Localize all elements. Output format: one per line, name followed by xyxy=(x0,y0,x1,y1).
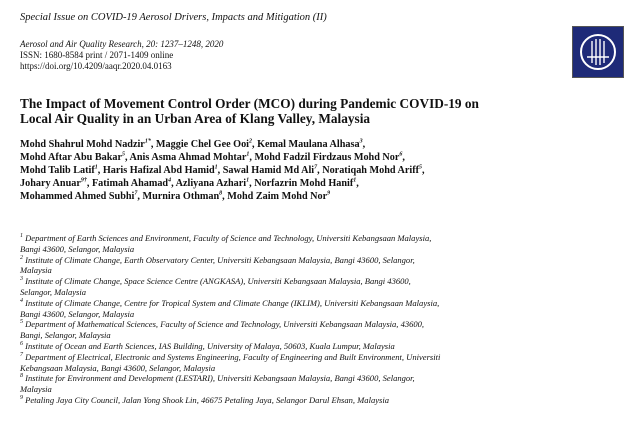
affiliation-line xyxy=(20,309,640,320)
special-issue-line: Special Issue on COVID-19 Aerosol Drivers, Impacts and Mitigation (II) xyxy=(20,12,327,23)
affiliation-text: Bangi, Selangor, Malaysia xyxy=(20,330,111,341)
affiliation-text: Malaysia xyxy=(20,384,52,395)
author-name: Murnira Othman xyxy=(142,191,220,202)
author-affiliation-mark: 1 xyxy=(246,151,250,158)
affiliation-line xyxy=(20,287,640,298)
author-name: Johary Anuar xyxy=(20,178,81,189)
author-affiliation-mark: 1 xyxy=(214,164,218,171)
publication-meta xyxy=(20,39,540,72)
issn-line: ISSN: 1680-8584 print / 2071-1409 online xyxy=(20,50,174,60)
author-list xyxy=(20,138,632,203)
affiliation-number: 5 xyxy=(20,319,23,326)
author-name: Noratiqah Mohd Ariff xyxy=(322,165,420,176)
affiliation-number: 7 xyxy=(20,351,23,358)
affiliation-number: 3 xyxy=(20,276,23,283)
affiliation-text: Malaysia xyxy=(20,265,52,276)
affiliation-text: Institute of Climate Change, Earth Observatory Center, Universiti Kebangsaan Malaysia, Bangi 43600, Selangor, xyxy=(23,254,415,265)
author-affiliation-mark: 9† xyxy=(80,177,87,184)
affiliation-text: Institute of Ocean and Earth Sciences, IAS Building, University of Malaya, 50603, Kuala Lumpur, Malaysia xyxy=(23,340,395,351)
author-line: Mohd Aftar Abu Bakar$^5$, Anis Asma Ahmad Mohtar$^1$, Mohd Fadzil Firdzaus Mohd Nor$^6$, xyxy=(20,151,405,163)
author-name: Fatimah Ahamad xyxy=(91,178,169,189)
affiliation-line xyxy=(20,341,640,352)
affiliation-text: Bangi 43600, Selangor, Malaysia xyxy=(20,308,135,319)
affiliation-number: 2 xyxy=(20,254,23,261)
author-line: Mohd Talib Latif$^1$, Haris Hafizal Abd Hamid$^1$, Sawal Hamid Md Ali$^7$, Noratiqah Mohd Ariff$^5$, xyxy=(20,164,425,176)
author-line: Mohd Shahrul Mohd Nadzir$^{1*}$, Maggie Chel Gee Ooi$^2$, Kemal Maulana Alhasa$^3$, xyxy=(20,138,366,150)
affiliation-line xyxy=(20,265,640,276)
author-name: Maggie Chel Gee Ooi xyxy=(155,139,250,150)
affiliation-line xyxy=(20,298,640,309)
author-name: Mohd Aftar Abu Bakar xyxy=(20,152,122,163)
author-name: Mohd Fadzil Firdzaus Mohd Nor xyxy=(254,152,400,163)
title-line: The Impact of Movement Control Order (MCO) during Pandemic COVID-19 on xyxy=(20,96,479,111)
author-affiliation-mark: 6 xyxy=(399,151,403,158)
author-affiliation-mark: 7 xyxy=(134,190,138,197)
affiliation-text: Bangi 43600, Selangor, Malaysia xyxy=(20,243,135,254)
affiliation-number: 9 xyxy=(20,395,23,402)
author-name: Mohammed Ahmed Subhi xyxy=(20,191,135,202)
affiliation-line xyxy=(20,395,640,406)
paper-title xyxy=(20,96,620,126)
author-line: Johary Anuar$^{9\dagger}$, Fatimah Ahamad$^4$, Azliyana Azhari$^1$, Norfazrin Mohd Hanif$^1$, xyxy=(20,177,359,189)
affiliation-text: Department of Mathematical Sciences, Faculty of Science and Technology, Universiti Kebangsaan Malaysia, 43600, xyxy=(23,319,425,330)
journal-logo-icon xyxy=(572,26,624,78)
author-name: Anis Asma Ahmad Mohtar xyxy=(129,152,247,163)
affiliation-line xyxy=(20,233,640,244)
affiliation-line xyxy=(20,276,640,287)
author-name: Kemal Maulana Alhasa xyxy=(257,139,360,150)
author-affiliation-mark: 1* xyxy=(144,138,151,145)
affiliation-text: Department of Electrical, Electronic and Systems Engineering, Faculty of Engineering and Built Environment, Universiti xyxy=(23,351,441,362)
affiliation-line xyxy=(20,352,640,363)
author-name: Norfazrin Mohd Hanif xyxy=(254,178,354,189)
author-line: Mohammed Ahmed Subhi$^7$, Murnira Othman$^8$, Mohd Zaim Mohd Nor$^9$ xyxy=(20,190,331,202)
author-affiliation-mark: 8 xyxy=(219,190,223,197)
author-affiliation-mark: 2 xyxy=(249,138,253,145)
author-affiliation-mark: 1 xyxy=(94,164,98,171)
author-name: Sawal Hamid Md Ali xyxy=(222,165,315,176)
author-affiliation-mark: 1 xyxy=(353,177,357,184)
author-affiliation-mark: 5 xyxy=(419,164,423,171)
doi-link[interactable]: https://doi.org/10.4209/aaqr.2020.04.0163 xyxy=(20,61,172,71)
affiliation-number: 8 xyxy=(20,373,23,380)
affiliation-line xyxy=(20,244,640,255)
author-name: Haris Hafizal Abd Hamid xyxy=(102,165,215,176)
author-affiliation-mark: 9 xyxy=(327,190,331,197)
title-line: Local Air Quality in an Urban Area of Klang Valley, Malaysia xyxy=(20,111,371,126)
affiliation-text: Petaling Jaya City Council, Jalan Yong Shook Lin, 46675 Petaling Jaya, Selangor Darul Ehsan, Malaysia xyxy=(23,394,389,405)
affiliation-text: Kebangsaan Malaysia, Bangi 43600, Selangor, Malaysia xyxy=(20,362,216,373)
affiliation-line xyxy=(20,255,640,266)
author-name: Azliyana Azhari xyxy=(175,178,247,189)
affiliation-number: 6 xyxy=(20,341,23,348)
affiliation-text: Institute for Environment and Development (LESTARI), Universiti Kebangsaan Malaysia, Bangi 43600, Selangor, xyxy=(23,373,415,384)
author-name: Mohd Zaim Mohd Nor xyxy=(227,191,328,202)
affiliation-line xyxy=(20,363,640,374)
author-name: Mohd Shahrul Mohd Nadzir xyxy=(20,139,145,150)
affiliation-line xyxy=(20,373,640,384)
affiliation-text: Institute of Climate Change, Space Science Centre (ANGKASA), Universiti Kebangsaan Malaysia, Bangi 43600, xyxy=(23,276,411,287)
author-affiliation-mark: 3 xyxy=(359,138,363,145)
affiliation-line xyxy=(20,384,640,395)
author-affiliation-mark: 5 xyxy=(122,151,125,158)
journal-citation: Aerosol and Air Quality Research, 20: 1237–1248, 2020 xyxy=(20,39,224,49)
affiliation-line xyxy=(20,330,640,341)
affiliation-number: 1 xyxy=(20,233,23,240)
author-affiliation-mark: 4 xyxy=(168,177,172,184)
affiliation-text: Institute of Climate Change, Centre for Tropical System and Climate Change (IKLIM), Universiti Kebangsaan Malaysia, xyxy=(23,297,440,308)
affiliation-number: 4 xyxy=(20,297,23,304)
affiliation-text: Selangor, Malaysia xyxy=(20,286,86,297)
author-name: Mohd Talib Latif xyxy=(20,165,95,176)
affiliation-list xyxy=(20,233,640,406)
author-affiliation-mark: 1 xyxy=(246,177,250,184)
affiliation-line xyxy=(20,319,640,330)
author-affiliation-mark: 7 xyxy=(314,164,318,171)
affiliation-text: Department of Earth Sciences and Environment, Faculty of Science and Technology, Universiti Kebangsaan Malaysia, xyxy=(23,233,432,243)
